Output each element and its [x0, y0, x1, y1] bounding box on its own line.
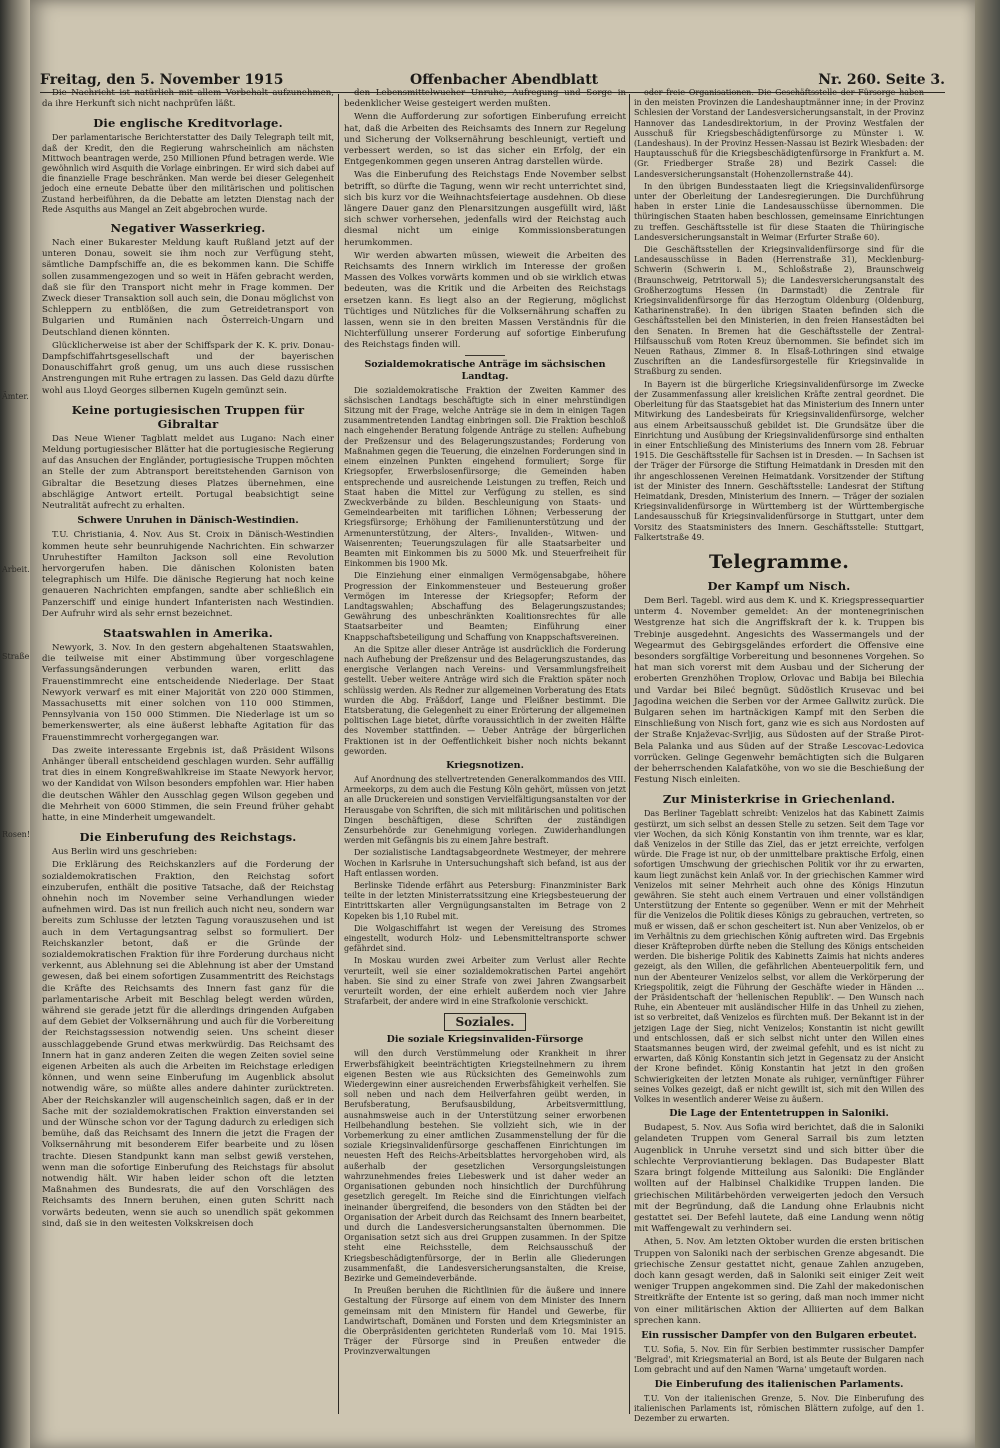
article-text: In Preußen beruhen die Richtlinien für die äußere und innere Gestaltung der Fürsorge auf einem von dem Minister des Innern gemeinsam mit den Ministern für Handel und Gewerbe, für Landwirtschaft, Domänen und Forsten und dem Kriegsminister an die Oberpräsidenten gerichteten Runderlaß vom 10. Mai 1915. Träger der Fürsorge sind in Preußen entweder die Provinzverwaltungen [344, 1286, 626, 1357]
article-text: Die sozialdemokratische Fraktion der Zweiten Kammer des sächsischen Landtags beschäftigte sich in einer mehrstündigen Sitzung mit der Frage, welche Anträge sie in dem in einigen Tagen zusammentretenden Landtag einbringen soll. Die Fraktion beschloß nach eingehender Beratung folgende Anträge zu stellen: Aufhebung der Preßzensur und des Belagerungszustandes; Forderung von Maßnahmen gegen die Teuerung, die einzelnen Forderungen sind in einem einzelnen Punkten eingehend formuliert; Sorge für Kriegsopfer, Erwerbslosenfürsorge; die Gemeinden haben entsprechende und ausreichende Leistungen zu treffen, Reich und Staat haben die Mittel zur Verfügung zu stellen, es sind Zweckverbände zu bilden. Beschleunigung von Staats- und Gemeindearbeiten mit tariflichen Löhnen; Verbesserung der Kriegsfürsorge; Erhöhung der Familienunterstützung und der Armenunterstützung, der Alters-, Invaliden-, Witwen- und Waisenrenten; Teuerungszulagen für alle Staatsarbeiter und Beamten mit Einkommen bis zu 5000 Mk. und Steuerfreiheit für Einkommen bis 1900 Mk. [344, 385, 626, 569]
binding-fragment: Ämter. [2, 392, 29, 401]
article-title: Negativer Wasserkrieg. [110, 221, 266, 236]
newspaper-page [30, 0, 975, 1448]
article-title: Ein russischer Dampfer von den Bulgaren erbeutet. [641, 1329, 917, 1341]
article-title: Keine portugiesischen Truppen für Gibraltar [71, 402, 305, 431]
article-text: Das zweite interessante Ergebnis ist, daß Präsident Wilsons Anhänger überall entscheidend geschlagen wurden. Sehr auffällig trat dies in einem Kongreßwahlkreise im Staate Newyork hervor, wo der Kandidat von Wilson besonders empfohlen war. Hier haben die deutschen Wähler den Ausschlag gegen Wilson gegeben und die Mehrheit von 6000 Stimmen, die sein Freund früher gehabt hatte, in eine Minderheit umgewandelt. [42, 745, 334, 823]
section-heading-box: Soziales. [444, 1013, 526, 1031]
article-text: will den durch Verstümmelung oder Krankheit in ihrer Erwerbsfähigkeit beeinträchtigten Kriegsteilnehmern zu ihrem eigenen Besten wie aus Rücksichten des Gemeinwohls zum Wiedergewinn einer ausreichenden Erwerbsfähigkeit verhelfen. Sie soll neben und nach dem Heilverfahren geübt werden, in Berufsberatung, Berufsausbildung, Arbeitsvermittlung, ausnahmsweise auch in der Unterstützung seiner erworbenen Heilbehandlung bestehen. Sie vollzieht sich, wie in der Vorbemerkung zu einer amtlichen Zusammenstellung der für die soziale Kriegsinvalidenfürsorge geschaffenen Einrichtungen im neuesten Heft des Reichs-Arbeitsblattes hervorgehoben wird, als außerhalb der gesetzlichen Versorgungsleistungen wahrzunehmendes freies Liebeswerk und ist daher weder an Organisationen gebunden noch hinsichtlich der Durchführung gesetzlich geregelt. Im Reiche sind die Einrichtungen vielfach ineinander übergreifend, die besonders von den Städten bei der Organisation der Arbeit durch das Reichsamt des Innern bearbeitet, und durch die Landesversicherungsanstalten übernommen. Die Organisation setzt sich aus drei Gruppen zusammen. In der Spitze steht eine Reichsstelle, dem Reichsausschuß der Kriegsbeschädigtenfürsorge, der in Berlin alle Gliederungen zusammenfaßt, die Landesversicherungsanstalten, die Kreise, Bezirke und Gemeindeverbände. [344, 1049, 626, 1283]
column-rule [338, 94, 339, 1414]
article-text: Glücklicherweise ist aber der Schiffspark der K. K. priv. Donau-Dampfschiffahrtsgesellschaft und der bayerischen Donauschiffahrt groß genug, um uns auch diese russischen Anstrengungen mit Ruhe ertragen zu lassen. Das Geld dazu dürfte wohl aus Lloyd Georges silbernen Kugeln gemünzt sein. [42, 340, 334, 396]
article-text: In Moskau wurden zwei Arbeiter zum Verlust aller Rechte verurteilt, weil sie einer sozialdemokratischen Partei angehört haben. Sie sind zu einer Strafe von zwei Jahren Zwangsarbeit verurteilt worden, der eine erhielt außerdem noch vier Jahre Strafarbeit, der andere wird in eine Strafkolonie verschickt. [344, 956, 626, 1007]
article-text: Das Neue Wiener Tagblatt meldet aus Lugano: Nach einer Meldung portugiesischer Blätter hat die portugiesische Regierung auf das Ansuchen der Engländer, portugiesische Truppen möchten an Stelle der zum Abtransport bereitstehenden Garnison von Gibraltar die Besetzung dieses Platzes übernehmen, eine abschlägige Antwort erteilt. Portugal beabsichtigt seine Neutralität aufrecht zu erhalten. [42, 433, 334, 512]
article-text: Die Geschäftsstellen der Kriegsinvalidenfürsorge sind für die Landesausschüsse in Baden (Herrenstraße 31), Mecklenburg-Schwerin (Schwerin i. M., Schloßstraße 2), Braunschweig (Braunschweig, Petritorwall 5); die Landesversicherungsanstalt des Großherzogtums Hessen (in Darmstadt) die Zentrale für Kriegsinvalidenfürsorge für das Herzogtum Oldenburg (Oldenburg, Katharinenstraße). In den übrigen Staaten befinden sich die Geschäftsstellen bei den Ministerien, in den freien Hansestädten bei den Senaten. In Bremen hat die Geschäftsstelle der Zentral-Hilfsausschuß vom Roten Kreuz übernommen. Sie befindet sich im Neuen Rathaus, Zimmer 8. In Elsaß-Lothringen sind etwaige Zuschriften an die Landesfürsorgestelle für Kriegsinvalide in Straßburg zu senden. [634, 245, 924, 377]
article-text: Die Nachricht ist natürlich mit allem Vorbehalt aufzunehmen, da ihre Herkunft sich nicht nachprüfen läßt. [42, 88, 334, 110]
article-text: Budapest, 5. Nov. Aus Sofia wird berichtet, daß die in Saloniki gelandeten Truppen vom General Sarrail bis zum letzten Augenblick in Unruhe versetzt sind und sich bitter über die schlechte Verproviantierung beklagen. Das Budapester Blatt Szara bringt folgende Mitteilung aus Saloniki: Die Engländer wollten auf der Halbinsel Chalkidike Truppen landen. Die griechischen Militärbehörden verweigerten jedoch den Versuch mit der Begründung, daß die Landung ohne Erlaubnis nicht gestattet sei. Der Befehl lautete, daß eine Landung wenn nötig mit Waffengewalt zu verhindern sei. [634, 1123, 924, 1235]
column-1 [42, 88, 334, 1418]
article-text: Wenn die Aufforderung zur sofortigen Einberufung erreicht hat, daß die Arbeiten des Reichsamts des Innern zur Regelung und Sicherung der Volksernährung beschleunigt, vertieft und verbessert werden, so ist das sicher ein Erfolg, der ein Entgegenkommen gegen unseren Antrag darstellen würde. [344, 112, 626, 168]
divider [465, 355, 505, 356]
masthead-title: Offenbacher Abendblatt [410, 72, 599, 88]
article-title: Kriegsnotizen. [446, 759, 524, 771]
article-text: In den übrigen Bundesstaaten liegt die Kriegsinvalidenfürsorge unter der Oberleitung der Landesregierungen. Die Durchführung haben in erster Linie die Landesausschüsse übernommen. Die thüringischen Staaten haben beschlossen, gemeinsame Einrichtungen zu treffen. Geschäftsstelle ist für diese Staaten die Thüringische Landesversicherungsanstalt in Weimar (Erfurter Straße 60). [634, 181, 924, 242]
article-text: Wir werden abwarten müssen, wieweit die Arbeiten des Reichsamts des Innern wirklich im Interesse der großen Massen des Volkes vorwärts kommen und ob sie wirklich etwas bedeuten, was die Kritik und die Arbeiten des Reichstags ersetzen kann. Es liegt also an der Regierung, möglichst Tüchtiges und Nützliches für die Volksernährung schaffen zu lassen, wenn sie in den breiten Massen Verständnis für die Nichterfüllung unserer Forderung auf sofortige Einberufung des Reichstags finden will. [344, 250, 626, 351]
column-2 [344, 88, 626, 1418]
article-text: Die Erklärung des Reichskanzlers auf die Forderung der sozialdemokratischen Fraktion, den Reichstag sofort einzuberufen, enthält die positive Tatsache, daß der Reichstag ohnehin noch im November seine Verhandlungen wieder aufnehmen wird. Das ist nun freilich auch nicht neu, sondern war bereits zum Schlusse der letzten Tagung vorauszusehen und ist auch in dem Vertagungsantrag selbst so formuliert. Der Reichskanzler betont, daß er die Gründe der sozialdemokratischen Fraktion für ihre Forderung durchaus nicht verkennt, aus Ablehnung sei die Ablehnung ist aber der Umstand gewesen, daß bei einem sofortigen Zusammentritt des Reichstags die Kräfte des Reichsamts des Innern fast ganz für die parlamentarische Arbeit mit Beschlag belegt werden würden, während sie gerade jetzt für die allerdings dringenden Aufgaben auf dem Gebiet der Volksernährung und auch für die Vorbereitung der Reichstagssession notwendig seien. Uns scheint dieser ausschlaggebende Grund etwas merkwürdig. Das Reichsamt des Innern hat in ganz anderen Zeiten die wegen Zeiten soviel seine eigenen Arbeiten als auch die Arbeiten im Reichstage erledigen können, und wenn seine Einberufung im Augenblick absolut notwendig wäre, so müßte alles andere dahinter zurücktreten. Aber der Reichskanzler will augenscheinlich sagen, daß er in der Sache mit der sozialdemokratischen Fraktion einverstanden sei und der Wünsche schon vor der Tagung dadurch zu erledigen sich bemühe, daß das Reichsamt des Innern die jetzt die Fragen der Volksernährung mit besonderem Eifer bearbeite und zu lösen trachte. Diesen Standpunkt kann man selbst gewiß verstehen, wenn man die sofortige Einberufung des Reichstags für absolut notwendig hält. Wir haben leider schon oft die letzten Maßnahmen des Bundesrats, die auf den Vorschlägen des Reichsamts des Innern beruhen, einen guten Schritt nach vorwärts bedeuten, wenn sie auch so unendlich spät gekommen sind, daß sie in den weitesten Volkskreisen doch [42, 860, 334, 1229]
article-text: Athen, 5. Nov. Am letzten Oktober wurden die ersten britischen Truppen von Saloniki nach der serbischen Grenze abgesandt. Die griechische Zensur gestattet nicht, genaue Zahlen anzugeben, doch kann gesagt werden, daß in Saloniki seit einiger Zeit weit weniger Truppen angekommen sind. Die Zahl der makedonischen Streitkräfte der Entente ist so gering, daß man noch immer nicht von einer militärischen Aktion der Alliierten auf dem Balkan sprechen kann. [634, 1237, 924, 1326]
article-text: oder freie Organisationen. Die Geschäftsstelle der Fürsorge haben in den meisten Provinzen die Landeshauptmänner inne; in der Provinz Schlesien der Vorstand der Landesversicherungsanstalt, in der Provinz Hannover das Landesdirektorium, in der Provinz Westfalen der Ausschuß für Kriegsbeschädigtenfürsorge zu Münster i. W. (Landeshaus). In der Provinz Hessen-Nassau ist Bezirk Wiesbaden: der Hauptausschuß für die Kriegsbeschädigtenfürsorge in Frankfurt a. M. (Gr. Friedberger Straße 28) und Bezirk Cassel: die Landesversicherungsanstalt (Hohenzollernstraße 44). [634, 88, 924, 179]
section-title-telegrams: Telegramme. [708, 550, 850, 573]
page-edge [975, 0, 1000, 1448]
article-title: Zur Ministerkrise in Griechenland. [662, 792, 896, 807]
article-text: Nach einer Bukarester Meldung kauft Rußland jetzt auf der unteren Donau, soweit sie ihm noch zur Verfügung steht, sämtliche Dampfschiffe an, die es bekommen kann. Die Schiffe sollen zusammengezogen und so weit in Häfen gebracht werden, daß sie für den Transport nicht mehr in Frage kommen. Der Zweck dieser Transaktion soll auch sein, die Donau möglichst von Schleppern zu entblößen, die zum Getreidetransport von Bulgarien und Rumänien nach Österreich-Ungarn und Deutschland dienen könnten. [42, 238, 334, 338]
article-title: Der Kampf um Nisch. [707, 578, 851, 593]
article-text: Die Wolgaschiffahrt ist wegen der Vereisung des Stromes eingestellt, wodurch Holz- und Lebensmitteltransporte schwer gefährdet sind. [344, 923, 626, 954]
article-text: T.U. Von der italienischen Grenze, 5. Nov. Die Einberufung des italienischen Parlaments ist, römischen Blättern zufolge, auf den 1. Dezember zu erwarten. [634, 1393, 924, 1423]
article-text: Berlinske Tidende erfährt aus Petersburg: Finanzminister Bark teilte in der letzten Ministerratssitzung eine Kriegsbesteuerung der Eintrittskarten aller Vergnügungsanstalten im Betrage von 2 Kopeken bis 1,10 Rubel mit. [344, 881, 626, 921]
article-text: Auf Anordnung des stellvertretenden Generalkommandos des VIII. Armeekorps, zu dem auch die Festung Köln gehört, müssen von jetzt an alle Druckereien und sonstigen Vervielfältigungsanstalten vor der Herausgabe von Schriften, die sich mit militärischen und politischen Dingen beschäftigen, diese Schriften der zuständigen Zensurbehörde zur Genehmigung vorlegen. Zuwiderhandlungen werden mit Gefängnis bis zu einem Jahre bestraft. [344, 774, 626, 846]
article-title: Die englische Kreditvorlage. [93, 116, 283, 131]
article-title: Die Einberufung des italienischen Parlaments. [654, 1378, 904, 1390]
binding-fragment: Arbeit. [2, 565, 30, 574]
column-3 [634, 88, 924, 1423]
binding-fragment: Straße [2, 652, 30, 661]
article-title: Sozialdemokratische Anträge im sächsischen Landtag. [364, 358, 606, 382]
article-text: Aus Berlin wird uns geschrieben: [52, 847, 198, 858]
article-title: Schwere Unruhen in Dänisch-Westindien. [77, 515, 299, 527]
article-text: T.U. Christiania, 4. Nov. Aus St. Croix in Dänisch-Westindien kommen heute sehr beunruhigende Nachrichten. Ein schwarzer Unruhestifter Hamilton Jackson soll eine Revolution hervorgerufen haben. Die dänischen Kolonisten baten telegraphisch um Hilfe. Die dänische Regierung hat noch keine genaueren Nachrichten empfangen, sandte aber schließlich ein Panzerschiff und einige hundert Infanteristen nach Westindien. Der Aufruhr wird als sehr ernst bezeichnet. [42, 530, 334, 619]
article-title: Die Lage der Ententetruppen in Saloniki. [669, 1108, 889, 1120]
article-text: Was die Einberufung des Reichstags Ende November selbst betrifft, so dürfte die Tagung, wenn wir recht unterrichtet sind, sich bis kurz vor die Weihnachtsfeiertage ausdehnen. Ob diese längere Dauer ganz den Plenarsitzungen ausgefüllt wird, läßt sich schwer vorhersehen, jedenfalls wird der Reichstag auch diesmal nicht um einige Kommissionsberatungen herumkommen. [344, 170, 626, 248]
article-text: Der parlamentarische Berichterstatter des Daily Telegraph teilt mit, daß der Kredit, den die Regierung wahrscheinlich am nächsten Mittwoch beantragen werde, 250 Millionen Pfund betragen werde. Wie gewöhnlich wird Asquith die Vorlage einbringen. Er wird sich dabei auf die finanzielle Frage beschränken. Man werde bei dieser Gelegenheit jedoch eine erneute Debatte über den militärischen und politischen Zustand herbeiführen, da die Debatte am letzten Dienstag nach der Rede Asquiths aus Mangel an Zeit abgebrochen wurde. [42, 133, 334, 214]
binding-fragment: Rosen! [2, 830, 31, 839]
column-rule [629, 94, 630, 1414]
article-title: Die Einberufung des Reichstags. [79, 830, 297, 845]
article-text: den Lebensmittelwucher Unruhe, Aufregung und Sorge in bedenklicher Weise gesteigert werden mußten. [344, 88, 626, 110]
article-text: In Bayern ist die bürgerliche Kriegsinvalidenfürsorge im Zwecke der Zusammenfassung aller kreislichen Kräfte zentral geordnet. Die Oberleitung für das Staatsgebiet hat das Ministerium des Innern unter Mitwirkung des Landesbeirats für Kriegsinvalidenfürsorge, welcher aus einem Arbeitsausschuß gebildet ist. Die Grundsätze über die Einrichtung und Ausübung der Kriegsinvalidenfürsorge sind enthalten in einer Entschließung des Ministeriums des Innern vom 28. Februar 1915. Die Geschäftsstelle für Sachsen ist in Dresden. — In Sachsen ist der Träger der Fürsorge die Stiftung Heimatdank in Dresden mit den ihr angeschlossenen Vereinen Heimatdank. Vorsitzender der Stiftung ist der Minister des Innern. Geschäftsstelle: Landesrat der Stiftung Heimatdank, Dresden, Ministerium des Innern. — Träger der sozialen Kriegsinvalidenfürsorge in Württemberg ist der Württembergische Landesausschuß für Kriegsinvalidenfürsorge in Stuttgart, unter dem Vorsitz des Staatsministers des Innern. Geschäftsstelle: Stuttgart, Falkertstraße 49. [634, 379, 924, 542]
book-binding [0, 0, 30, 1448]
article-text: Newyork, 3. Nov. In den gestern abgehaltenen Staatswahlen, die teilweise mit einer Abstimmung über vorgeschlagene Verfassungsänderungen verbunden waren, erlitt das Frauenstimmrecht eine entscheidende Niederlage. Der Staat Newyork verwarf es mit einer Majorität von 220 000 Stimmen, Massachusetts mit einer solchen von 110 000 Stimmen, Pennsylvania von 150 000 Stimmen. Die Niederlage ist um so bemerkenswerter, als eine äußerst lebhafte Agitation für das Frauenstimmrecht vorhergegangen war. [42, 642, 334, 743]
article-subtitle: Die soziale Kriegsinvaliden-Fürsorge [386, 1034, 584, 1046]
article-text: Dem Berl. Tagebl. wird aus dem K. und K. Kriegspressequartier unterm 4. November gemeldet: An der montenegrinischen Westgrenze hat sich die Angriffskraft der k. k. Truppen bis Trebinje ausgedehnt. Angesichts des Wassermangels und der Wegearmut des Gebirgsgeländes erfordert die Offensive eine besonders sorgfältige Vorbereitung und besonnenes Vorgehen. So hat man sich vorerst mit dem Ausbau und der Sicherung der eroberten Grenzhöhen Troplow, Orlovac und Babija bei Bilechia und Vardar bei Bileć begnügt. Südöstlich Krusevac und bei Jagodina weichen die Serben vor der Armee Gallwitz zurück. Die Bulgaren sehen im hartnäckigen Kampf mit den Serben die Einschließung von Nisch fort, ganz wie es sich aus Nordosten auf der Straße Knjaževac-Svrljig, aus Südosten auf der Straße Pirot-Bela Palanka und aus Süden auf der Straße Lescovac-Ledovica vorrücken. Gelinge Gegenwehr bemächtigten sich die Bulgaren der beherrschenden Kalafatköhe, von wo sie die Beschießung der Festung Nisch einleiten. [634, 595, 924, 786]
masthead-date: Freitag, den 5. November 1915 [40, 72, 284, 88]
masthead-page-number: Nr. 260. Seite 3. [818, 72, 945, 88]
article-text: Das Berliner Tageblatt schreibt: Venizelos hat das Kabinett Zaimis gestürzt, um sich selbst an dessen Stelle zu setzen. Seit dem Tage vor vier Wochen, da sich König Konstantin von ihm trennte, war es klar, daß Venizelos in der Stille das Ziel, das er jetzt erreichte, verfolgen würde. Die Frage ist nur, ob der unmittelbare praktische Erfolg, einen sofortigen Umschwung der griechischen Politik vor ihr zu erwarten, kaum liegt zunächst kein Anlaß vor. In der griechischen Kammer wird Venizelos mit seiner Mehrheit auch ohne des Königs Hinzutun gewähren. Sie steht auch einem Vertrauen und einer vollständigen Unterstützung der Entente so gegenüber. Wenn er mit der Mehrheit für die Venizelos die Politik dieses Königs zu gebrauchen, vertreten, so muß er wissen, daß er schon gescheitert ist. Nun aber Venizelos, ob er im Verhältnis zu dem griechischen König auftreten wird. Das Ergebnis dieser Kräfteproben dürfte neben die Stellung des Königs entscheiden werden. Die bisherige Politik des Kabinetts Zaimis hat nichts anderes gezeigt, als den Willen, die gefährlichen Abenteuerpolitik fern, und nun der Abenteurer Venizelos selbst, vor allem die Verkörperung der Kriegspolitik, zeigt die Führung der Geschäfte wieder in Händen ... der Präsidentschaft der 'hellenischen Republik'. — Den Wunsch nach Ruhe, ein Abenteuer mit ausländischer Hilfe in das Unheil zu ziehen, ist so verbreitet, daß Venizelos es fürchten muß. Der Bekannt ist in der jetzigen Lage der Sieg, nicht Venizelos; Konstantin ist nicht gewillt und entschlossen, daß er sich selbst nicht unter den Willen eines Staatsmannes beugen wird, der zweimal gefehlt, und es ist nicht zu erwarten, daß König Konstantin sich jetzt in Gegensatz zu der Ansicht der Krone befindet. König Konstantin hat jetzt in den großen Schwierigkeiten der letzten Monate als ruhiger, vernünftiger Führer seines Volkes gezeigt, daß er nicht gewillt ist, sich mit den Willen des Volkes in wesentlich anderer Weise zu äußern. [634, 809, 924, 1105]
article-text: Der sozialistische Landtagsabgeordnete Westmeyer, der mehrere Wochen in Karlsruhe in Untersuchungshaft sich befand, ist aus der Haft entlassen worden. [344, 848, 626, 878]
article-text: Die Einziehung einer einmaligen Vermögensabgabe, höhere Progression der Einkommensteuer und Besteuerung großer Vermögen im Interesse der Kriegsopfer; Reform der Landtagswahlen; Abschaffung des Belagerungszustandes; Gewährung des unbeschränkten Koalitionsrechtes für alle Staatsarbeiter und Beamten; Einführung einer Knappschaftsbeteiligung und Schaffung von Knappschaftsvereinen. [344, 571, 626, 642]
article-text: T.U. Sofia, 5. Nov. Ein für Serbien bestimmter russischer Dampfer 'Belgrad', mit Kriegsmaterial an Bord, ist als Beute der Bulgaren nach Lom gebracht und auf den Namen 'Warna' umgetauft worden. [634, 1344, 924, 1375]
article-title: Staatswahlen in Amerika. [103, 625, 273, 640]
article-text: An die Spitze aller dieser Anträge ist ausdrücklich die Forderung nach Aufhebung der Preßzensur und des Belagerungszustandes, das energische Verlangen nach Vereins- und Versammlungsfreiheit gestellt. Ueber weitere Anträge wird sich die Fraktion später noch schlüssig werden. Als Redner zur allgemeinen Vorberatung des Etats wurden die Abg. Fräßdorf, Lange und Fleißner bestimmt. Die Etatsberatung, die Gelegenheit zu einer Erörterung der allgemeinen politischen Lage bietet, dürfte voraussichtlich in der zweiten Hälfte des November stattfinden. — Ueber Anträge der bürgerlichen Fraktionen ist in der Oeffentlichkeit bisher noch nichts bekannt geworden. [344, 644, 626, 756]
